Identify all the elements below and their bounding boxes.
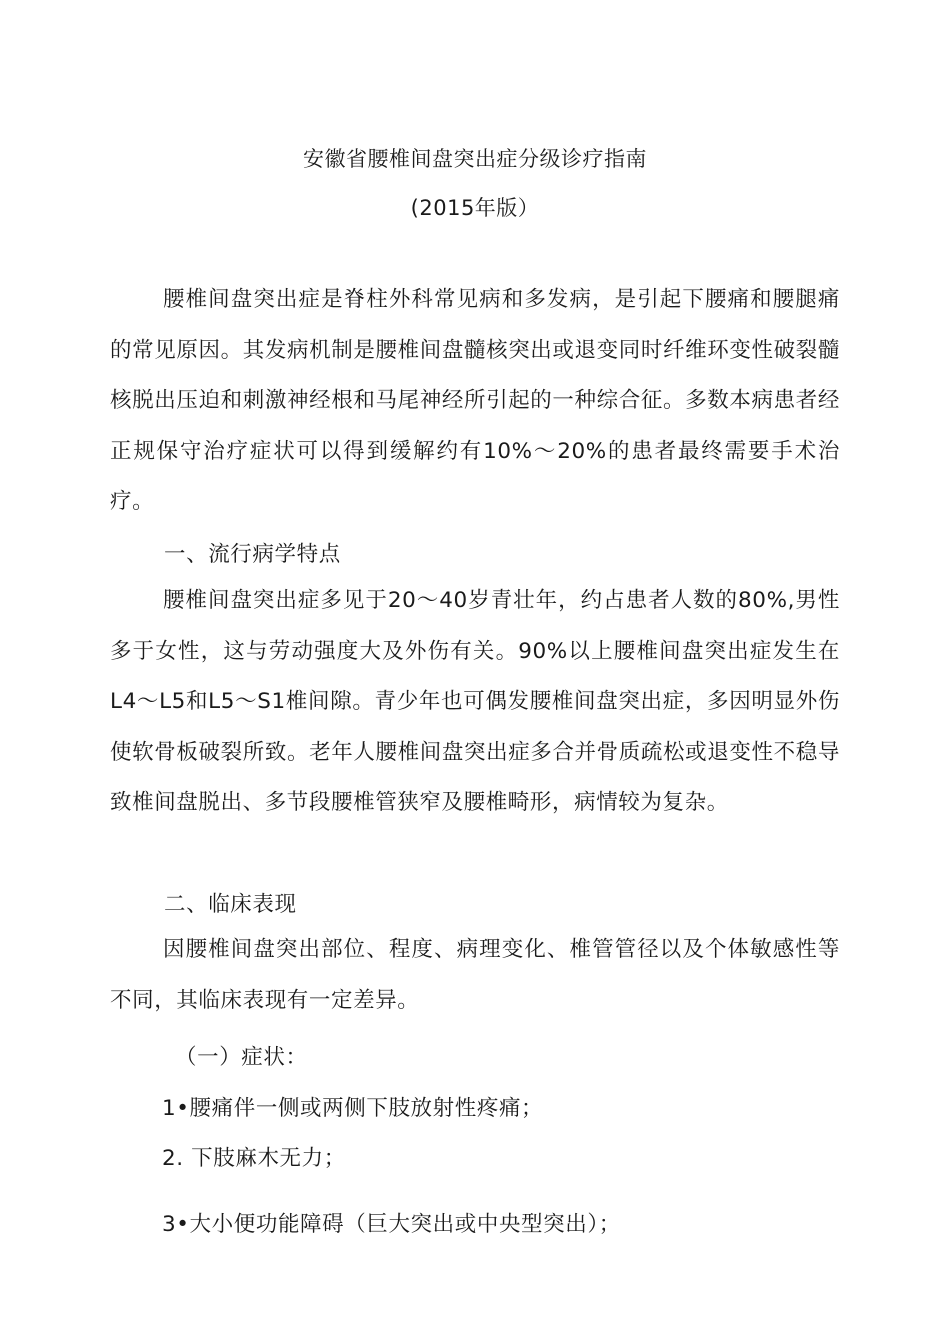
subheading-symptoms: （一）症状： bbox=[175, 1045, 308, 1070]
epidemiology-paragraph: 腰椎间盘突出症多见于20〜40岁青壮年，约占患者人数的80%,男性多于女性，这与劳动强度大及外伤有关。90%以上腰椎间盘突出症发生在L4〜L5和L5〜S1椎间隙。青少年也可偶发腰椎间盘突出症，多因明显外伤使软骨板破裂所致。老年人腰椎间盘突出症多合并骨质疏松或退变性不稳导致椎间盘脱出、多节段腰椎管狭窄及腰椎畸形，病情较为复杂。 bbox=[110, 588, 840, 815]
symptom-item: 3•大小便功能障碍（巨大突出或中央型突出）； bbox=[162, 1212, 621, 1237]
clinical-paragraph: 因腰椎间盘突出部位、程度、病理变化、椎管管径以及个体敏感性等不同，其临床表现有一定差异。 bbox=[110, 937, 840, 1013]
document-edition: (2015年版） bbox=[410, 196, 540, 220]
intro-paragraph: 腰椎间盘突出症是脊柱外科常见病和多发病，是引起下腰痛和腰腿痛的常见原因。其发病机制是腰椎间盘髓核突出或退变同时纤维环变性破裂髓核脱出压迫和刺激神经根和马尾神经所引起的一种综合征。多数本病患者经正规保守治疗症状可以得到缓解约有10%〜20%的患者最终需要手术治疗。 bbox=[110, 287, 840, 514]
symptom-item: 2. 下肢麻木无力； bbox=[162, 1146, 346, 1171]
section-heading-clinical: 二、临床表现 bbox=[164, 892, 297, 917]
section-heading-epidemiology: 一、流行病学特点 bbox=[164, 542, 341, 567]
symptom-item: 1•腰痛伴一侧或两侧下肢放射性疼痛； bbox=[162, 1096, 544, 1121]
document-title: 安徽省腰椎间盘突出症分级诊疗指南 bbox=[303, 147, 647, 171]
